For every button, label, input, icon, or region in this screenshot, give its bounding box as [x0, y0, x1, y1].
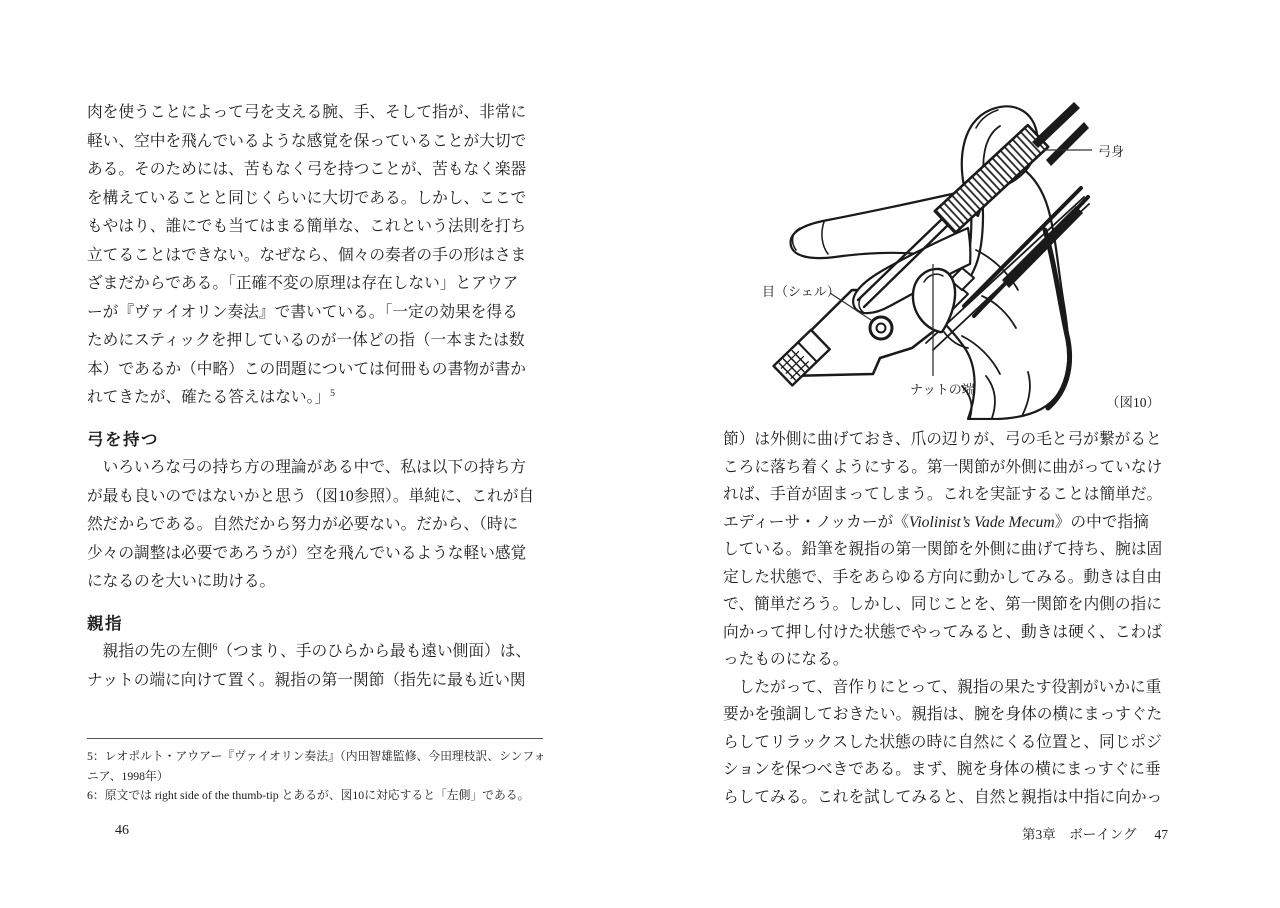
text-line: ったものになる。 [723, 651, 849, 668]
text-line: 要かを強調しておきたい。親指は、腕を身体の横にまっすぐた [723, 706, 1163, 723]
text-line: ころに落ち着くようにする。第一関節が外側に曲がっていなけ [723, 458, 1163, 476]
text-line [723, 509, 1181, 537]
text-line: いろいろな弓の持ち方の理論がある中で、私は以下の持ち方 [87, 459, 526, 476]
footnotes [87, 747, 557, 806]
footnote-ref: 6 [212, 641, 218, 653]
text-line: 肉を使うことによって弓を支える腕、手、そして指が、非常に [87, 104, 527, 121]
text-span: エディーサ・ノッカーが《 [723, 513, 909, 531]
section-heading-hold-the-bow: 弓を持つ [87, 430, 159, 449]
text-line: ためにスティックを押しているのが一体どの指（一本または数 [87, 332, 525, 349]
section-heading-thumb: 親指 [87, 614, 123, 633]
left-page-text-column [87, 99, 543, 695]
footnote-ref: 5 [330, 387, 336, 399]
paragraph [87, 454, 543, 597]
text-line: 少々の調整は必要であろうが）空を飛んでいるような軽い感覚 [87, 544, 527, 562]
text-line: 立てることはできない。なぜなら、個々の奏者の手の形はさま [87, 246, 527, 264]
text-line: している。鉛筆を親指の第一関節を外側に曲げて持ち、腕は固 [723, 541, 1163, 558]
text-line: 軽い、空中を飛んでいるような感覚を保っていることが大切で [87, 132, 527, 150]
text-line: ションを保つべきである。まず、腕を身体の横にまっすぐに垂 [723, 761, 1161, 778]
book-title-italic: Violinist’s Vade Mecum [908, 513, 1055, 531]
text-line: したがって、音作りにとって、親指の果たす役割がいかに重 [723, 678, 1162, 696]
figure-label-nut-end: ナットの端 [910, 382, 975, 397]
text-line: になるのを大いに助ける。 [87, 573, 276, 590]
figure-10 [740, 100, 1200, 430]
text-span: れてきたが、確たる答えはない。」 [87, 389, 331, 406]
text-line: 節）は外側に曲げておき、爪の辺りが、弓の毛と弓が繋がると [723, 431, 1162, 448]
text-line: らしてリラックスした状態の時に自然にくる位置と、同じポジ [723, 733, 1162, 751]
text-line: らしてみる。これを試してみると、自然と親指は中指に向かっ [723, 788, 1163, 806]
text-line: 本）であるか（中略）この問題については何冊もの書物が書か [87, 360, 526, 378]
running-footer [723, 823, 1168, 843]
footnote-line: 6：原文では right side of the thumb-tip とあるが、図10に対応すると「左側」である。 [87, 788, 530, 802]
right-page-text-column [723, 426, 1181, 811]
paragraph [723, 426, 1181, 674]
paragraph [723, 674, 1181, 812]
text-line: 向かって押し付けた状態でやってみると、動きは硬く、こわば [723, 623, 1162, 641]
text-line [87, 384, 543, 413]
text-line: れば、手首が固まってしまう。これを実証することは簡単だ。 [723, 486, 1163, 503]
paragraph [87, 638, 543, 695]
text-span: 》の中で指摘 [1054, 513, 1149, 531]
chapter-title: 第3章 ボーイング [1022, 827, 1137, 842]
text-line: ざまだからである。「正確不変の原理は存在しない」とアウア [87, 275, 519, 292]
page-number-left: 46 [115, 823, 129, 838]
text-line: 定した状態で、手をあらゆる方向に動かしてみる。動きは自由 [723, 568, 1162, 586]
text-span: （つまり、手のひらから最も遠い側面）は、 [217, 643, 532, 660]
page-number-right: 47 [1154, 827, 1168, 842]
footnote-divider [87, 738, 543, 739]
text-line: ある。そのためには、苦もなく弓を持つことが、苦もなく楽器 [87, 161, 527, 178]
figure-label-eye-shell: 目（シェル） [762, 284, 840, 299]
text-line: もやはり、誰にでも当てはまる簡単な、これという法則を打ち [87, 218, 527, 235]
text-line: で、簡単だろう。しかし、同じことを、第一関節を内側の指に [723, 596, 1162, 613]
text-span: 親指の先の左側 [87, 643, 213, 660]
footnote-line: 5：レオポルト・アウアー『ヴァイオリン奏法』（内田智雄監修、今田理枝訳、シンフォ [87, 749, 546, 763]
text-line: が最も良いのではないかと思う（図10参照）。単純に、これが自 [87, 487, 535, 505]
text-line [87, 638, 543, 667]
footnote-line: ニア、1998年） [87, 768, 169, 783]
text-line: を構えていることと同じくらいに大切である。しかし、ここで [87, 189, 527, 207]
paragraph [87, 99, 543, 413]
text-line: ナットの端に向けて置く。親指の第一関節（指先に最も近い関 [87, 671, 526, 689]
figure-label-bow-shaft: 弓身 [1098, 144, 1125, 159]
text-line: ーが『ヴァイオリン奏法』で書いている。「一定の効果を得る [87, 303, 518, 321]
figure-caption: （図10） [1106, 395, 1160, 410]
text-line: 然だからである。自然だから努力が必要ない。だから、（時に [87, 516, 519, 533]
